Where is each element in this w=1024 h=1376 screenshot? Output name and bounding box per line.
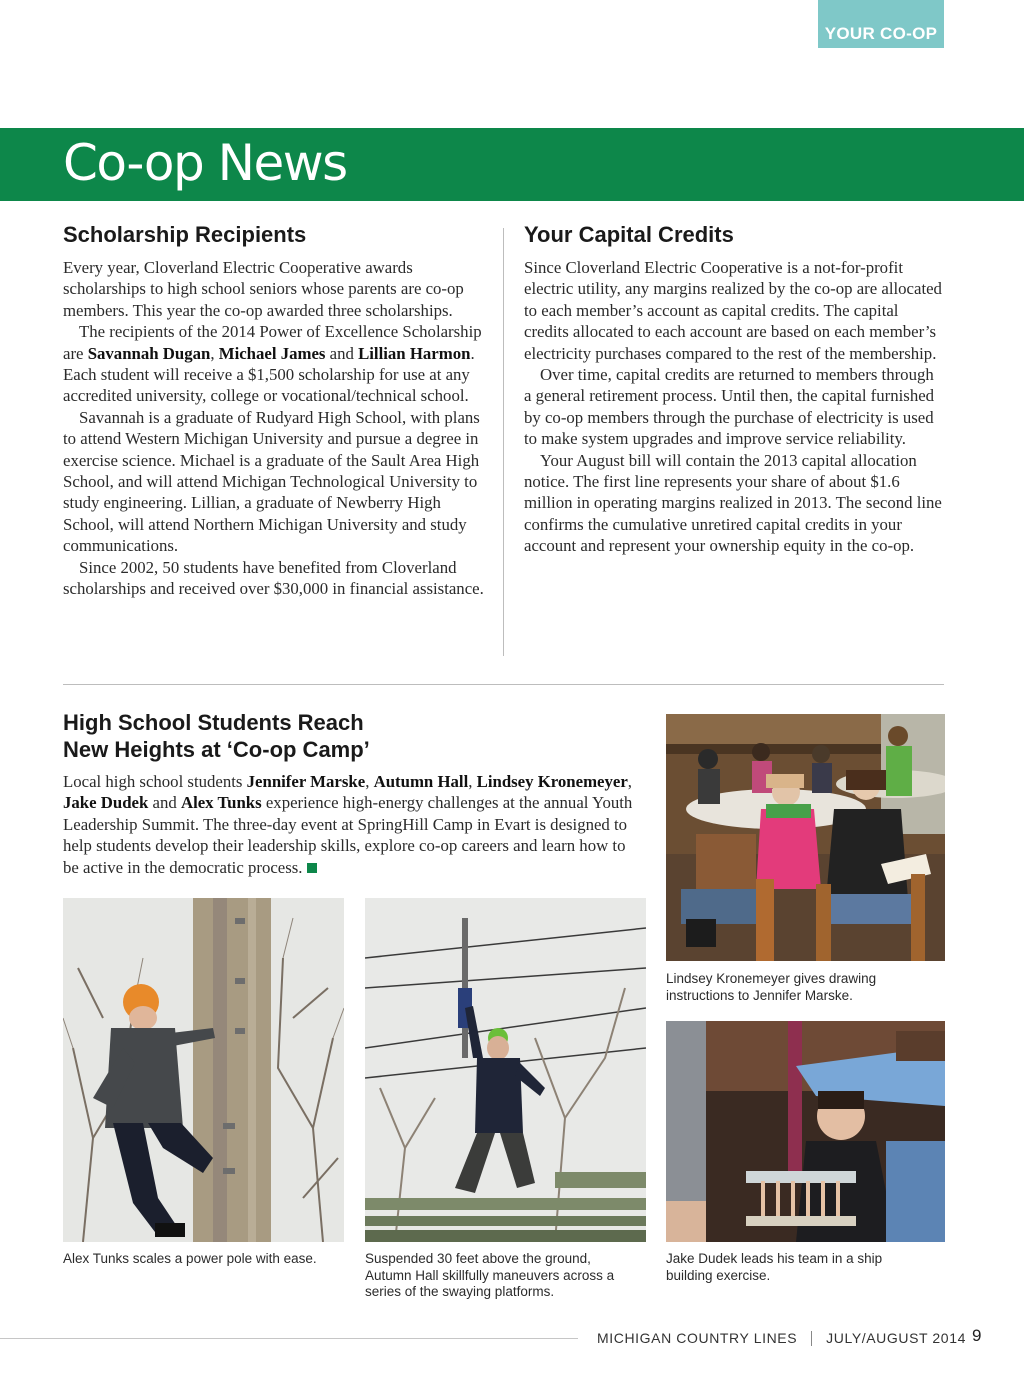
section-tag: YOUR CO-OP — [818, 0, 944, 48]
capital-credits-paragraph-3: Your August bill will contain the 2013 capital allocation notice. The first line represents your share of about $1.6 million in operating margins realized in 2013. The second line confirms the cumulative unretired capital credits in your account and represent your ownership equity in the co-op. — [524, 450, 942, 556]
student-name: Lindsey Kronemeyer — [476, 772, 628, 791]
capital-credits-paragraph-1: Since Cloverland Electric Cooperative is a not-for-profit electric utility, any margins realized by the co-op are allocated to each member’s account as capital credits. The capital credits allocated to each account are based on each member’s electricity purchases compared to the rest of the membership. — [524, 258, 942, 363]
coop-camp-paragraph: Local high school students Jennifer Marske, Autumn Hall, Lindsey Kronemeyer, Jake Dudek and Alex Tunks experience high-energy challenges at the annual Youth Leadership Summit. The three-day event at SpringHill Camp in Evart is designed to help students develop their leadership skills, explore co-op careers and learn how to be active in the democratic process. — [63, 772, 633, 877]
student-name: Jennifer Marske — [246, 772, 366, 791]
student-name: Jake Dudek — [63, 793, 149, 813]
section-banner — [0, 128, 1024, 201]
student-name: Alex Tunks — [180, 793, 262, 813]
banner-title: Co-op News — [63, 134, 347, 192]
coop-camp-heading: High School Students Reach New Heights at ‘Co-op Camp’ — [63, 710, 370, 762]
photo-power-pole — [63, 898, 344, 1242]
recipient-name: Michael James — [218, 343, 326, 363]
photo-ship-building — [666, 1021, 945, 1242]
scholarship-paragraph-3: Savannah is a graduate of Rudyard High School, with plans to attend Western Michigan University and pursue a degree in exercise science. Michael is a graduate of the Sault Area High School, and will attend Michigan Technological University to study engineering. Lillian, a graduate of Newberry High School, will attend Northern Michigan University and study communications. — [63, 407, 480, 556]
photo-drawing-instructions — [666, 714, 945, 961]
scholarship-paragraph-2: The recipients of the 2014 Power of Excellence Scholarship are Savannah Dugan, Michael James and Lillian Harmon. Each student will receive a $1,500 scholarship for use at any accredited university, college or vocational/technical school. — [63, 322, 482, 406]
end-of-article-mark — [307, 863, 317, 873]
coop-camp-article — [63, 709, 645, 878]
caption-drawing-instructions: Lindsey Kronemeyer gives drawing instructions to Jennifer Marske. — [666, 971, 877, 1003]
capital-credits-heading: Your Capital Credits — [524, 222, 734, 247]
footer-publication: MICHIGAN COUNTRY LINES — [597, 1330, 798, 1346]
scholarship-paragraph-1: Every year, Cloverland Electric Cooperative awards scholarships to high school seniors whose parents are co-op members. This year the co-op awarded three scholarships. — [63, 258, 464, 320]
scholarship-article — [63, 221, 488, 600]
footer-separator — [811, 1331, 812, 1346]
capital-credits-paragraph-2: Over time, capital credits are returned to members through a general retirement process. Until then, the capital furnished by co-op members through the purchase of electricity is used to make system upgrades and improve service reliability. — [524, 365, 935, 449]
column-divider — [503, 228, 504, 656]
recipient-name: Lillian Harmon — [358, 343, 471, 363]
footer-rule — [0, 1338, 578, 1339]
caption-swaying-platforms: Suspended 30 feet above the ground, Autumn Hall skillfully maneuvers across a series of the swaying platforms. — [365, 1251, 615, 1299]
footer — [597, 1330, 966, 1346]
recipient-name: Savannah Dugan — [87, 343, 211, 363]
scholarship-heading: Scholarship Recipients — [63, 222, 307, 247]
capital-credits-article — [524, 221, 944, 557]
section-divider — [63, 684, 944, 685]
footer-issue: JULY/AUGUST 2014 — [826, 1330, 966, 1346]
caption-power-pole: Alex Tunks scales a power pole with ease. — [63, 1251, 317, 1266]
caption-ship-building: Jake Dudek leads his team in a ship building exercise. — [666, 1251, 883, 1283]
student-name: Autumn Hall — [373, 772, 469, 791]
page-number: 9 — [972, 1326, 982, 1345]
scholarship-paragraph-4: Since 2002, 50 students have benefited from Cloverland scholarships and received over $30,000 in financial assistance. — [63, 557, 484, 599]
photo-swaying-platforms — [365, 898, 646, 1242]
